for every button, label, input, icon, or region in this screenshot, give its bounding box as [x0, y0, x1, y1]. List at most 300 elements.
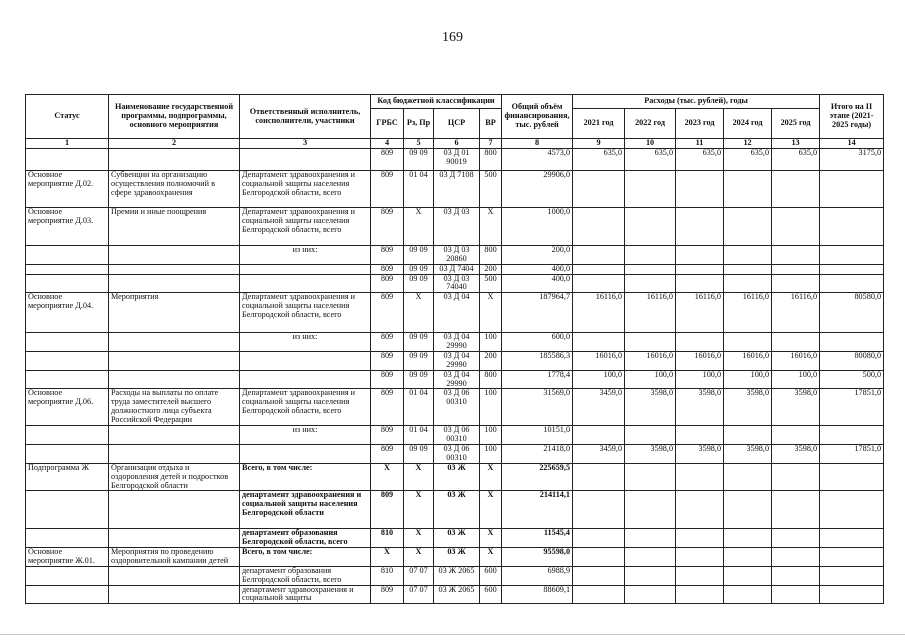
- row-status: Основное мероприятие Д.06.: [26, 389, 109, 426]
- row-status: Основное мероприятие Д.02.: [26, 171, 109, 208]
- row-2022: [625, 548, 676, 567]
- row-itogo: [820, 264, 884, 274]
- row-name: [109, 426, 240, 445]
- row-name: [109, 149, 240, 171]
- row-2021: [573, 548, 625, 567]
- row-status: [26, 445, 109, 464]
- row-2021: 16116,0: [573, 293, 625, 333]
- row-2024: 16116,0: [724, 293, 772, 333]
- row-2025: [772, 548, 820, 567]
- row-rzpr: 09 09: [404, 149, 434, 171]
- header-itogo: Итого на II этапе (2021-2025 годы): [820, 95, 884, 139]
- row-2023: [676, 585, 724, 604]
- row-itogo: [820, 333, 884, 352]
- row-csr: 03 Д 7404: [434, 264, 480, 274]
- row-executor: из них:: [240, 333, 371, 352]
- table-row: [26, 352, 884, 371]
- row-csr: 03 Ж 2065: [434, 585, 480, 604]
- row-2024: 635,0: [724, 149, 772, 171]
- header-executor: Ответственный исполнитель, соисполнители, участники: [240, 95, 371, 139]
- table-row: [26, 566, 884, 585]
- row-total: 225659,5: [502, 463, 573, 491]
- row-2024: [724, 274, 772, 293]
- row-executor: [240, 370, 371, 389]
- row-grbs: Х: [371, 548, 404, 567]
- row-grbs: 809: [371, 445, 404, 464]
- header-vr: ВР: [480, 109, 502, 139]
- row-status: [26, 246, 109, 265]
- row-total: 185586,3: [502, 352, 573, 371]
- table-row: [26, 529, 884, 548]
- row-grbs: 809: [371, 426, 404, 445]
- row-2025: [772, 171, 820, 208]
- col-number: 5: [404, 139, 434, 149]
- row-name: [109, 491, 240, 529]
- row-executor: из них:: [240, 246, 371, 265]
- row-status: [26, 426, 109, 445]
- row-2023: [676, 246, 724, 265]
- row-total: 31569,0: [502, 389, 573, 426]
- row-2023: [676, 463, 724, 491]
- row-2023: [676, 548, 724, 567]
- row-itogo: [820, 529, 884, 548]
- row-2023: [676, 274, 724, 293]
- row-2021: [573, 585, 625, 604]
- row-name: [109, 246, 240, 265]
- row-itogo: 17851,0: [820, 445, 884, 464]
- row-grbs: 810: [371, 566, 404, 585]
- row-rzpr: Х: [404, 548, 434, 567]
- row-2023: [676, 264, 724, 274]
- row-status: [26, 352, 109, 371]
- row-2021: 16016,0: [573, 352, 625, 371]
- col-number: 8: [502, 139, 573, 149]
- col-number: 4: [371, 139, 404, 149]
- row-itogo: 3175,0: [820, 149, 884, 171]
- row-2022: 3598,0: [625, 389, 676, 426]
- row-2023: 3598,0: [676, 389, 724, 426]
- row-2024: [724, 529, 772, 548]
- table-row: [26, 293, 884, 333]
- row-2025: 3598,0: [772, 389, 820, 426]
- row-status: Основное мероприятие Д.04.: [26, 293, 109, 333]
- row-2021: [573, 491, 625, 529]
- row-total: 29906,0: [502, 171, 573, 208]
- col-number: 2: [109, 139, 240, 149]
- row-total: 11545,4: [502, 529, 573, 548]
- row-2022: [625, 529, 676, 548]
- row-2021: [573, 274, 625, 293]
- header-2023: 2023 год: [676, 109, 724, 139]
- row-rzpr: 09 09: [404, 445, 434, 464]
- row-rzpr: 07 07: [404, 585, 434, 604]
- row-2025: [772, 463, 820, 491]
- row-2021: [573, 333, 625, 352]
- row-name: Субвенции на организацию осуществления полномочий в сфере здравоохранения: [109, 171, 240, 208]
- table-row: [26, 274, 884, 293]
- col-number: 9: [573, 139, 625, 149]
- row-status: [26, 333, 109, 352]
- row-2025: 16116,0: [772, 293, 820, 333]
- row-itogo: [820, 274, 884, 293]
- row-executor: [240, 149, 371, 171]
- row-rzpr: Х: [404, 293, 434, 333]
- row-vr: 500: [480, 274, 502, 293]
- row-grbs: 809: [371, 149, 404, 171]
- row-rzpr: Х: [404, 463, 434, 491]
- row-total: 200,0: [502, 246, 573, 265]
- row-2023: [676, 566, 724, 585]
- row-2025: [772, 264, 820, 274]
- row-vr: Х: [480, 548, 502, 567]
- row-name: [109, 529, 240, 548]
- row-executor: департамент образования Белгородской области, всего: [240, 566, 371, 585]
- row-total: 400,0: [502, 274, 573, 293]
- row-2023: [676, 208, 724, 246]
- row-csr: 03 Д 06 00310: [434, 389, 480, 426]
- header-budget-code: Код бюджетной классификации: [371, 95, 502, 109]
- table-row: [26, 370, 884, 389]
- header-2024: 2024 год: [724, 109, 772, 139]
- row-total: 10151,0: [502, 426, 573, 445]
- row-status: [26, 370, 109, 389]
- row-name: Расходы на выплаты по оплате труда заместителей высшего должностного лица субъекта Российской Федерации: [109, 389, 240, 426]
- row-grbs: 809: [371, 171, 404, 208]
- table-row: [26, 491, 884, 529]
- row-total: 1778,4: [502, 370, 573, 389]
- row-status: [26, 149, 109, 171]
- header-2025: 2025 год: [772, 109, 820, 139]
- row-2022: 16116,0: [625, 293, 676, 333]
- bottom-scan-line: [0, 634, 905, 635]
- row-2022: [625, 246, 676, 265]
- row-2025: [772, 566, 820, 585]
- row-vr: Х: [480, 293, 502, 333]
- row-vr: 800: [480, 370, 502, 389]
- row-rzpr: Х: [404, 208, 434, 246]
- row-2023: 100,0: [676, 370, 724, 389]
- row-2023: [676, 171, 724, 208]
- row-vr: 100: [480, 389, 502, 426]
- row-grbs: 810: [371, 529, 404, 548]
- row-vr: 600: [480, 566, 502, 585]
- row-total: 21418,0: [502, 445, 573, 464]
- row-itogo: [820, 491, 884, 529]
- row-2021: 3459,0: [573, 389, 625, 426]
- table-row: [26, 426, 884, 445]
- row-2021: [573, 566, 625, 585]
- row-status: Подпрограмма Ж: [26, 463, 109, 491]
- row-itogo: 500,0: [820, 370, 884, 389]
- row-grbs: 809: [371, 333, 404, 352]
- col-number: 7: [480, 139, 502, 149]
- col-number: 13: [772, 139, 820, 149]
- row-rzpr: 01 04: [404, 389, 434, 426]
- header-2021: 2021 год: [573, 109, 625, 139]
- row-2024: [724, 208, 772, 246]
- row-vr: 100: [480, 333, 502, 352]
- row-executor: [240, 445, 371, 464]
- row-vr: Х: [480, 208, 502, 246]
- row-csr: 03 Д 06 00310: [434, 445, 480, 464]
- row-itogo: [820, 566, 884, 585]
- row-grbs: 809: [371, 389, 404, 426]
- row-vr: Х: [480, 463, 502, 491]
- row-status: Основное мероприятие Д.03.: [26, 208, 109, 246]
- row-2022: [625, 566, 676, 585]
- table-row: [26, 264, 884, 274]
- row-grbs: Х: [371, 463, 404, 491]
- table-row: [26, 445, 884, 464]
- table-row: [26, 246, 884, 265]
- row-status: [26, 264, 109, 274]
- row-executor: Департамент здравоохранения и социальной защиты населения Белгородской области, всего: [240, 171, 371, 208]
- row-status: [26, 491, 109, 529]
- row-2021: [573, 264, 625, 274]
- table-row: [26, 585, 884, 604]
- row-itogo: [820, 585, 884, 604]
- row-itogo: [820, 246, 884, 265]
- header-total: Общий объём финансирования, тыс. рублей: [502, 95, 573, 139]
- row-2023: 635,0: [676, 149, 724, 171]
- row-rzpr: Х: [404, 491, 434, 529]
- row-2025: 100,0: [772, 370, 820, 389]
- row-2025: 3598,0: [772, 445, 820, 464]
- row-2022: [625, 333, 676, 352]
- header-expenses: Расходы (тыс. рублей), годы: [573, 95, 820, 109]
- row-executor: [240, 264, 371, 274]
- row-executor: департамент здравоохранения и социальной защиты: [240, 585, 371, 604]
- row-2021: [573, 246, 625, 265]
- row-executor: из них:: [240, 426, 371, 445]
- row-name: [109, 264, 240, 274]
- row-2021: 635,0: [573, 149, 625, 171]
- row-vr: Х: [480, 529, 502, 548]
- row-total: 600,0: [502, 333, 573, 352]
- row-name: [109, 370, 240, 389]
- row-csr: 03 Ж: [434, 529, 480, 548]
- row-2022: 635,0: [625, 149, 676, 171]
- row-2023: [676, 491, 724, 529]
- header-name: Наименование государственной программы, подпрограммы, основного мероприятия: [109, 95, 240, 139]
- row-2025: [772, 585, 820, 604]
- row-2023: 16016,0: [676, 352, 724, 371]
- row-csr: 03 Ж: [434, 491, 480, 529]
- row-csr: 03 Д 04 29990: [434, 333, 480, 352]
- row-2024: [724, 566, 772, 585]
- row-name: [109, 566, 240, 585]
- row-vr: Х: [480, 491, 502, 529]
- table-row: [26, 463, 884, 491]
- row-csr: 03 Д 7108: [434, 171, 480, 208]
- row-csr: 03 Ж: [434, 463, 480, 491]
- row-2023: [676, 333, 724, 352]
- row-2021: 3459,0: [573, 445, 625, 464]
- row-2022: [625, 426, 676, 445]
- row-2021: [573, 463, 625, 491]
- table-row: [26, 171, 884, 208]
- budget-table: [25, 94, 884, 604]
- row-2024: 3598,0: [724, 389, 772, 426]
- row-status: Основное мероприятие Ж.01.: [26, 548, 109, 567]
- row-2024: 3598,0: [724, 445, 772, 464]
- row-executor: [240, 352, 371, 371]
- row-grbs: 809: [371, 352, 404, 371]
- row-2021: [573, 208, 625, 246]
- row-vr: 200: [480, 264, 502, 274]
- row-name: Организация отдыха и оздоровления детей и подростков Белгородской области: [109, 463, 240, 491]
- row-name: Премии и иные поощрения: [109, 208, 240, 246]
- col-number: 6: [434, 139, 480, 149]
- row-csr: 03 Д 04 29990: [434, 370, 480, 389]
- row-csr: 03 Д 03 20860: [434, 246, 480, 265]
- row-2025: [772, 208, 820, 246]
- row-total: 4573,0: [502, 149, 573, 171]
- row-grbs: 809: [371, 208, 404, 246]
- row-itogo: 17851,0: [820, 389, 884, 426]
- row-vr: 200: [480, 352, 502, 371]
- row-executor: Всего, в том числе:: [240, 463, 371, 491]
- row-itogo: [820, 463, 884, 491]
- row-vr: 100: [480, 426, 502, 445]
- row-executor: департамент здравоохранения и социальной защиты населения Белгородской области: [240, 491, 371, 529]
- row-2025: [772, 246, 820, 265]
- row-2023: 3598,0: [676, 445, 724, 464]
- row-2024: [724, 426, 772, 445]
- row-itogo: [820, 426, 884, 445]
- row-status: [26, 585, 109, 604]
- row-2021: [573, 529, 625, 548]
- row-itogo: 80080,0: [820, 352, 884, 371]
- row-executor: Департамент здравоохранения и социальной защиты населения Белгородской области, всего: [240, 389, 371, 426]
- row-itogo: [820, 208, 884, 246]
- row-csr: 03 Ж: [434, 548, 480, 567]
- row-2021: 100,0: [573, 370, 625, 389]
- row-2025: [772, 491, 820, 529]
- row-grbs: 809: [371, 246, 404, 265]
- row-name: [109, 352, 240, 371]
- col-number: 3: [240, 139, 371, 149]
- row-2022: [625, 208, 676, 246]
- header-grbs: ГРБС: [371, 109, 404, 139]
- row-csr: 03 Д 06 00310: [434, 426, 480, 445]
- row-2025: [772, 529, 820, 548]
- row-2024: 100,0: [724, 370, 772, 389]
- row-name: [109, 445, 240, 464]
- row-itogo: 80580,0: [820, 293, 884, 333]
- row-total: 1000,0: [502, 208, 573, 246]
- row-2023: 16116,0: [676, 293, 724, 333]
- row-2024: [724, 491, 772, 529]
- row-rzpr: Х: [404, 529, 434, 548]
- row-2025: 635,0: [772, 149, 820, 171]
- row-2025: [772, 274, 820, 293]
- table-row: [26, 208, 884, 246]
- row-2022: [625, 274, 676, 293]
- page-number: 169: [442, 30, 463, 45]
- row-2024: [724, 171, 772, 208]
- header-status: Статус: [26, 95, 109, 139]
- row-csr: 03 Ж 2065: [434, 566, 480, 585]
- col-number: 10: [625, 139, 676, 149]
- column-numbers-row: [26, 139, 884, 149]
- row-status: [26, 274, 109, 293]
- row-status: [26, 566, 109, 585]
- row-2022: [625, 264, 676, 274]
- row-name: [109, 585, 240, 604]
- row-executor: [240, 274, 371, 293]
- row-2022: 3598,0: [625, 445, 676, 464]
- row-rzpr: 09 09: [404, 274, 434, 293]
- row-2021: [573, 426, 625, 445]
- table-row: [26, 548, 884, 567]
- header-2022: 2022 год: [625, 109, 676, 139]
- row-2024: [724, 333, 772, 352]
- row-csr: 03 Д 03: [434, 208, 480, 246]
- row-name: Мероприятия по проведению оздоровительной кампании детей: [109, 548, 240, 567]
- row-vr: 100: [480, 445, 502, 464]
- row-total: 187964,7: [502, 293, 573, 333]
- row-rzpr: 01 04: [404, 171, 434, 208]
- table-header: [26, 95, 884, 149]
- row-rzpr: 09 09: [404, 352, 434, 371]
- row-2024: [724, 463, 772, 491]
- row-2022: [625, 171, 676, 208]
- table-row: [26, 149, 884, 171]
- row-name: Мероприятия: [109, 293, 240, 333]
- row-2024: [724, 246, 772, 265]
- row-2025: 16016,0: [772, 352, 820, 371]
- table-body: [26, 149, 884, 604]
- row-2022: [625, 491, 676, 529]
- row-2025: [772, 333, 820, 352]
- row-rzpr: 09 09: [404, 370, 434, 389]
- row-2022: [625, 585, 676, 604]
- row-rzpr: 09 09: [404, 333, 434, 352]
- row-vr: 800: [480, 149, 502, 171]
- row-total: 400,0: [502, 264, 573, 274]
- row-rzpr: 07 07: [404, 566, 434, 585]
- table-row: [26, 333, 884, 352]
- row-total: 214114,1: [502, 491, 573, 529]
- row-name: [109, 274, 240, 293]
- header-rzpr: Рз, Пр: [404, 109, 434, 139]
- row-status: [26, 529, 109, 548]
- row-rzpr: 01 04: [404, 426, 434, 445]
- row-2024: [724, 585, 772, 604]
- row-grbs: 809: [371, 274, 404, 293]
- row-rzpr: 09 09: [404, 264, 434, 274]
- col-number: 1: [26, 139, 109, 149]
- row-grbs: 809: [371, 585, 404, 604]
- row-csr: 03 Д 03 74040: [434, 274, 480, 293]
- row-executor: Всего, в том числе:: [240, 548, 371, 567]
- header-csr: ЦСР: [434, 109, 480, 139]
- row-total: 6988,9: [502, 566, 573, 585]
- row-total: 95598,0: [502, 548, 573, 567]
- row-2025: [772, 426, 820, 445]
- row-csr: 03 Д 01 90019: [434, 149, 480, 171]
- row-total: 88609,1: [502, 585, 573, 604]
- row-2024: 16016,0: [724, 352, 772, 371]
- row-vr: 600: [480, 585, 502, 604]
- col-number: 12: [724, 139, 772, 149]
- row-2022: 16016,0: [625, 352, 676, 371]
- row-executor: департамент образования Белгородской области, всего: [240, 529, 371, 548]
- row-2022: 100,0: [625, 370, 676, 389]
- row-2024: [724, 264, 772, 274]
- row-grbs: 809: [371, 264, 404, 274]
